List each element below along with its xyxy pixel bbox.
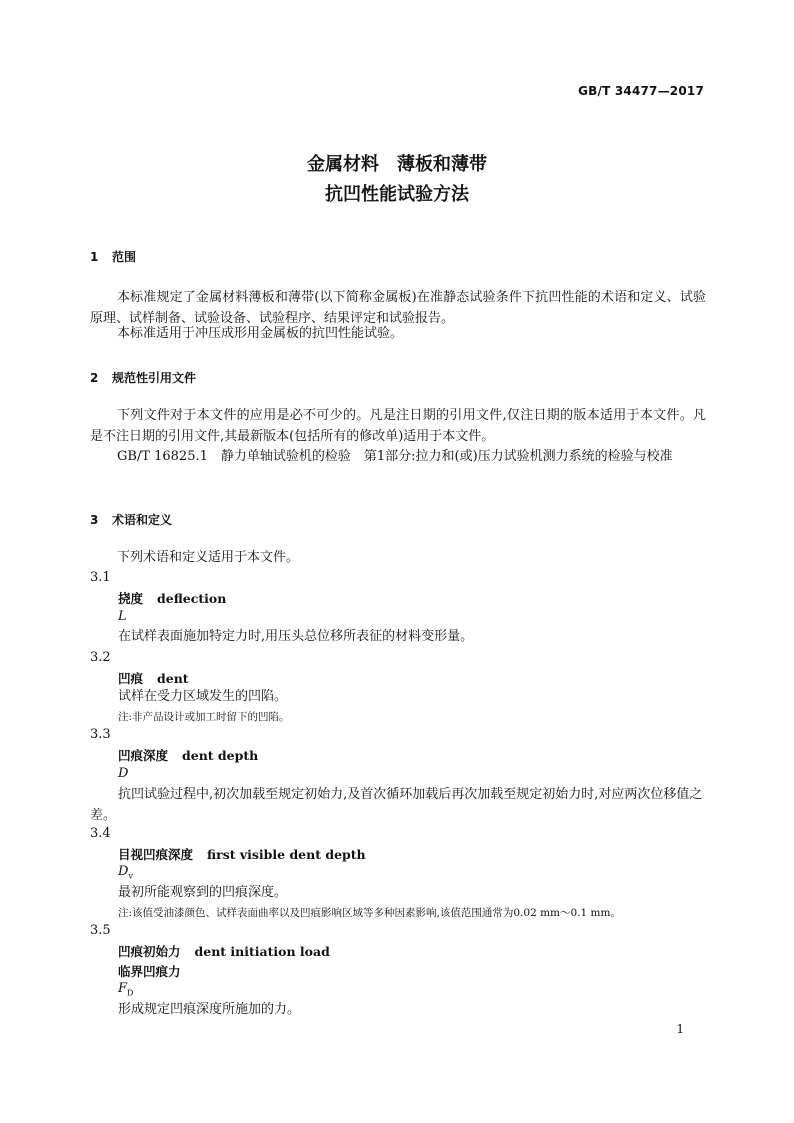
term-symbol bbox=[118, 981, 133, 998]
page-title-line2: 抗凹性能试验方法 bbox=[325, 184, 469, 205]
term-cn: 凹痕 bbox=[118, 671, 144, 686]
term-en: deflection bbox=[157, 591, 227, 606]
term-symbol: L bbox=[118, 609, 127, 624]
term-alt-title: 临界凹痕力 bbox=[118, 964, 181, 979]
term-en: dent depth bbox=[182, 748, 259, 763]
page-number: 1 bbox=[676, 1022, 684, 1036]
paragraph: 本标准适用于冲压成形用金属板的抗凹性能试验。 bbox=[117, 326, 404, 341]
section-number: 2 bbox=[90, 371, 99, 385]
term-number: 3.3 bbox=[90, 727, 111, 742]
term-en: dent initiation load bbox=[194, 944, 330, 959]
section-heading-scope bbox=[90, 248, 136, 265]
term-symbol: D bbox=[118, 766, 129, 781]
term-number: 3.4 bbox=[90, 826, 111, 841]
term-en: first visible dent depth bbox=[207, 847, 366, 862]
term-cn: 凹痕深度 bbox=[118, 748, 169, 763]
section-heading-terms bbox=[90, 511, 172, 528]
term-number: 3.2 bbox=[90, 650, 111, 665]
section-number: 1 bbox=[90, 250, 99, 264]
term-note: 注:该值受油漆颜色、试样表面曲率以及凹痕影响区域等多种因素影响,该值范围通常为0.02 mm～0.1 mm。 bbox=[118, 907, 621, 919]
section-title: 范围 bbox=[112, 250, 137, 264]
symbol-base: F bbox=[118, 981, 128, 996]
term-cn: 目视凹痕深度 bbox=[118, 847, 194, 862]
term-definition: 形成规定凹痕深度所施加的力。 bbox=[118, 1002, 301, 1017]
term-en: dent bbox=[157, 671, 189, 686]
term-cn: 凹痕初始力 bbox=[118, 944, 181, 959]
term-symbol bbox=[118, 864, 133, 881]
term-cn: 挠度 bbox=[118, 591, 144, 606]
page-title-line1: 金属材料 薄板和薄带 bbox=[307, 154, 487, 175]
term-definition: 抗凹试验过程中,初次加载至规定初始力,及首次循环加载后再次加载至规定初始力时,对应两次位移值之差。 bbox=[90, 787, 703, 823]
symbol-subscript: D bbox=[127, 988, 134, 998]
reference-entry: GB/T 16825.1 静力单轴试验机的检验 第1部分:拉力和(或)压力试验机测力系统的检验与校准 bbox=[117, 449, 673, 464]
paragraph: 下列术语和定义适用于本文件。 bbox=[117, 550, 300, 565]
term-number: 3.1 bbox=[90, 570, 111, 585]
section-heading-normative-references bbox=[90, 369, 196, 386]
term-title bbox=[118, 669, 189, 687]
paragraph: 下列文件对于本文件的应用是必不可少的。凡是注日期的引用文件,仅注日期的版本适用于本文件。凡是不注日期的引用文件,其最新版本(包括所有的修改单)适用于本文件。 bbox=[90, 408, 706, 444]
symbol-base: D bbox=[118, 864, 129, 879]
section-number: 3 bbox=[90, 513, 99, 527]
term-title bbox=[118, 845, 366, 863]
term-definition: 试样在受力区域发生的凹陷。 bbox=[118, 689, 288, 704]
term-number: 3.5 bbox=[90, 923, 111, 938]
section-title: 规范性引用文件 bbox=[112, 371, 197, 385]
term-title bbox=[118, 589, 226, 607]
term-definition: 最初所能观察到的凹痕深度。 bbox=[118, 885, 288, 900]
term-definition: 在试样表面施加特定力时,用压头总位移所表征的材料变形量。 bbox=[118, 629, 474, 644]
term-title bbox=[118, 942, 330, 960]
section-title: 术语和定义 bbox=[112, 513, 173, 527]
term-note: 注:非产品设计或加工时留下的凹陷。 bbox=[118, 711, 290, 723]
term-title bbox=[118, 746, 258, 764]
symbol-subscript: v bbox=[128, 871, 133, 881]
document-number: GB/T 34477—2017 bbox=[578, 84, 704, 98]
paragraph: 本标准规定了金属材料薄板和薄带(以下简称金属板)在准静态试验条件下抗凹性能的术语和定义、试验原理、试样制备、试验设备、试验程序、结果评定和试验报告。 bbox=[90, 290, 706, 326]
